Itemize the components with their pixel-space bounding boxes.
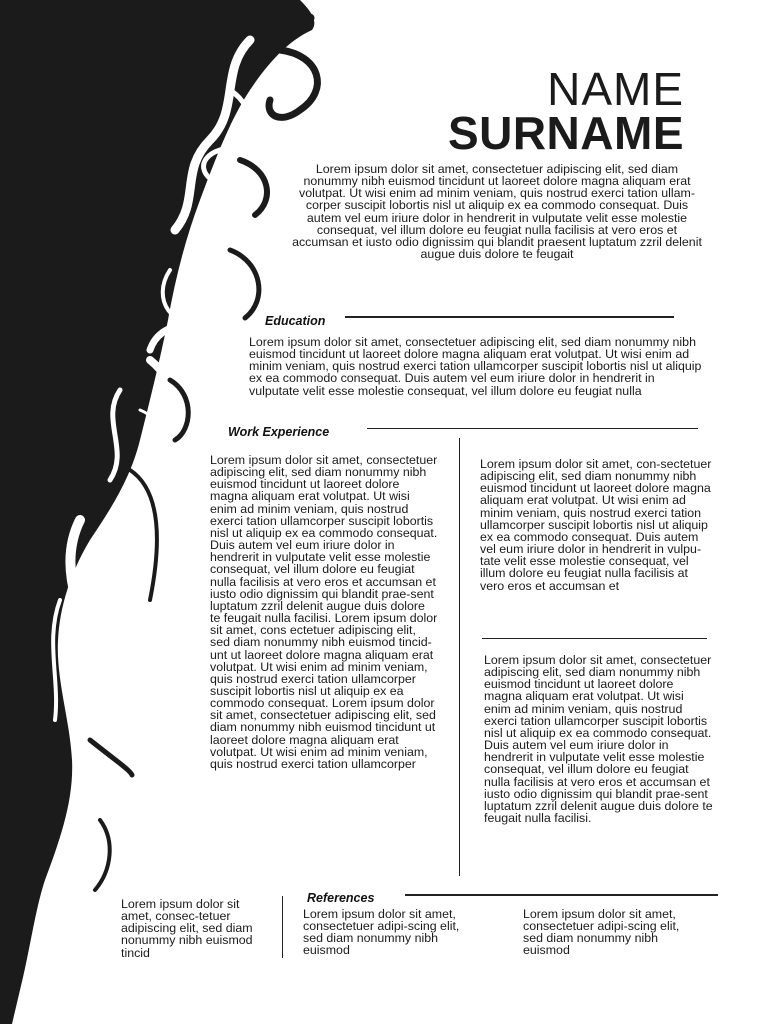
ink-curl [240, 160, 267, 215]
name-heading [447, 63, 684, 159]
work-experience-divider [367, 428, 698, 429]
swirl-ribbon [115, 560, 129, 610]
work-right-bottom-paragraph: Lorem ipsum dolor sit amet, consectetuer adipiscing elit, sed diam nonummy nibh euismod tincidunt ut laoreet dolore magna aliquam erat volutpat. Ut wisi enim ad minim veniam, quis nostrud exerci tation ullamcorper suscipit lobortis nisl ut aliquip ex ea commodo consequat. Duis autem vel eum iriure dolor in hendrerit in vulputate velit esse molestie consequat, vel illum dolore eu feugiat nulla facilisis at vero eros et accumsan et iusto odio dignissim qui blandit prae-sent luptatum zzril delenit augue duis dolore te feugait nulla facilisi. [484, 653, 713, 826]
work-experience-heading: Work Experience [228, 425, 330, 439]
reference-2-paragraph: Lorem ipsum dolor sit amet, consectetuer adipi-scing elit, sed diam nonummy nibh euismod [523, 907, 680, 958]
references-divider [405, 894, 718, 896]
ink-curl [258, 18, 310, 21]
intro-paragraph: Lorem ipsum dolor sit amet, consectetuer adipiscing elit, sed diam nonummy nibh euismod tincidunt ut laoreet dolore magna aliquam erat volutpat. Ut wisi enim ad minim veniam, quis nostrud exerci tation ullam-corper suscipit lobortis nisl ut aliquip ex ea commodo consequat. Duis autem vel eum iriure dolor in hendrerit in vulputate velit esse molestie consequat, vel illum dolore eu feugiat nulla facilisis at vero eros et accumsan et iusto odio dignissim qui blandit praesent luptatum zzril delenit augue duis dolore te feugait [292, 162, 702, 262]
swirl-ribbon [70, 520, 97, 760]
references-column-divider [282, 896, 283, 958]
ink-curl [90, 740, 132, 775]
education-divider [345, 316, 674, 318]
ink-curl [269, 50, 317, 117]
education-heading: Education [265, 314, 326, 328]
work-column-divider [459, 438, 460, 876]
work-left-paragraph: Lorem ipsum dolor sit amet, consectetuer adipiscing elit, sed diam nonummy nibh euismod tincidunt ut laoreet dolore magna aliquam erat volutpat. Ut wisi enim ad minim veniam, quis nostrud exerci tation ullamcorper suscipit lobortis nisl ut aliquip ex ea commodo consequat. Duis autem vel eum iriure dolor in hendrerit in vulputate velit esse molestie consequat, vel illum dolore eu feugiat nulla facilisis at vero eros et accumsan et iusto odio dignissim qui blandit prae-sent luptatum zzril delenit augue duis dolore te feugait nulla facilisi. Lorem ipsum dolor sit amet, cons ectetuer adipiscing elit, sed diam nonummy nibh euismod tincid-unt ut laoreet dolore magna aliquam erat volutpat. Ut wisi enim ad minim veniam, quis nostrud exerci tation ullamcorper suscipit lobortis nisl ut aliquip ex ea commodo consequat. Lorem ipsum dolor sit amet, consectetuer adipiscing elit, sed diam nonummy nibh euismod tincidunt ut laoreet dolore magna aliquam erat volutpat. Ut wisi enim ad minim veniam, quis nostrud exerci tation ullamcorper [210, 453, 438, 771]
work-right-top-paragraph: Lorem ipsum dolor sit amet, con-sectetuer adipiscing elit, sed diam nonummy nibh euismod tincidunt ut laoreet dolore magna aliquam erat volutpat. Ut wisi enim ad minim veniam, quis nostrud exerci tation ullamcorper suscipit lobortis nisl ut aliquip ex ea commodo consequat. Duis autem vel eum iriure dolor in hendrerit in vulpu-tate velit esse molestie consequat, vel illum dolore eu feugiat nulla facilisis at vero eros et accumsan et [480, 457, 712, 593]
education-paragraph: Lorem ipsum dolor sit amet, consectetuer adipiscing elit, sed diam nonummy nibh euismod tincidunt ut laoreet dolore magna aliquam erat volutpat. Ut wisi enim ad minim veniam, quis nostrud exerci tation ullamcorper suscipit lobortis nisl ut aliquip ex ea commodo consequat. Duis autem vel eum iriure dolor in hendrerit in vulputate velit esse molestie consequat, vel illum dolore eu feugiat nulla [249, 335, 702, 398]
work-right-divider [482, 638, 707, 639]
reference-1-paragraph: Lorem ipsum dolor sit amet, consectetuer adipi-scing elit, sed diam nonummy nibh euismod [303, 907, 460, 958]
references-heading: References [307, 891, 375, 905]
last-name: SURNAME [447, 107, 684, 159]
first-name: NAME [547, 63, 684, 115]
bottom-left-paragraph: Lorem ipsum dolor sit amet, consec-tetuer adipiscing elit, sed diam nonummy nibh euismod tincid [121, 897, 253, 960]
